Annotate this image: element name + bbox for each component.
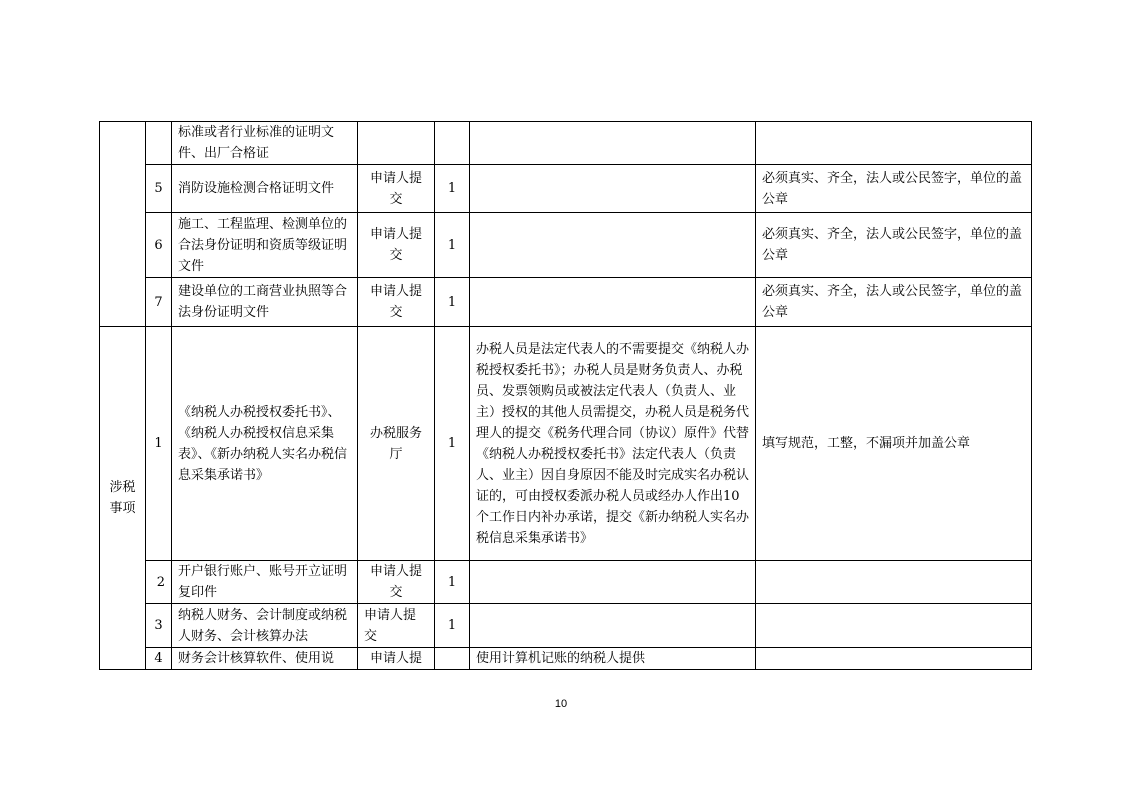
category-cell-continued — [100, 122, 146, 327]
table-row — [100, 327, 1032, 561]
material-source — [358, 122, 435, 165]
row-number: 2 — [146, 561, 172, 604]
material-count — [435, 648, 470, 670]
table-row — [100, 122, 1032, 165]
material-name: 标准或者行业标准的证明文件、出厂合格证 — [172, 122, 358, 165]
material-requirement: 必须真实、齐全，法人或公民签字，单位的盖公章 — [756, 165, 1032, 213]
row-number: 5 — [146, 165, 172, 213]
material-requirement: 必须真实、齐全，法人或公民签字，单位的盖公章 — [756, 278, 1032, 327]
material-requirement — [756, 122, 1032, 165]
material-note: 办税人员是法定代表人的不需要提交《纳税人办税授权委托书》；办税人员是财务负责人、办税员、发票领购员或被法定代表人（负责人、业主）授权的其他人员需提交，办税人员是税务代理人的提交《税务代理合同（协议）原件》代替《纳税人办税授权委托书》法定代表人（负责人、业主）因自身原因不能及时完成实名办税认证的，可由授权委派办税人员或经办人作出10个工作日内补办承诺，提交《新办纳税人实名办税信息采集承诺书》 — [470, 327, 756, 561]
material-count — [435, 122, 470, 165]
material-note — [470, 165, 756, 213]
material-requirement — [756, 604, 1032, 648]
material-requirement: 必须真实、齐全，法人或公民签字，单位的盖公章 — [756, 213, 1032, 278]
material-count: 1 — [435, 327, 470, 561]
row-number: 1 — [146, 327, 172, 561]
table-row — [100, 278, 1032, 327]
table-row — [100, 213, 1032, 278]
material-source: 申请人提交 — [358, 278, 435, 327]
row-number — [146, 122, 172, 165]
material-note — [470, 561, 756, 604]
material-requirement — [756, 561, 1032, 604]
row-number: 3 — [146, 604, 172, 648]
material-count: 1 — [435, 278, 470, 327]
material-name: 消防设施检测合格证明文件 — [172, 165, 358, 213]
material-name: 纳税人财务、会计制度或纳税人财务、会计核算办法 — [172, 604, 358, 648]
table-row — [100, 648, 1032, 670]
category-tax-matters: 涉税事项 — [100, 327, 146, 670]
material-name: 开户银行账户、账号开立证明复印件 — [172, 561, 358, 604]
material-note — [470, 278, 756, 327]
material-note — [470, 122, 756, 165]
material-source: 申请人提交 — [358, 165, 435, 213]
material-requirement — [756, 648, 1032, 670]
row-number: 6 — [146, 213, 172, 278]
material-name: 建设单位的工商营业执照等合法身份证明文件 — [172, 278, 358, 327]
material-note: 使用计算机记账的纳税人提供 — [470, 648, 756, 670]
material-count: 1 — [435, 165, 470, 213]
table-row — [100, 561, 1032, 604]
row-number: 7 — [146, 278, 172, 327]
material-count: 1 — [435, 561, 470, 604]
material-source: 申请人提交 — [358, 213, 435, 278]
page-number: 10 — [554, 698, 568, 710]
material-note — [470, 213, 756, 278]
material-note — [470, 604, 756, 648]
row-number: 4 — [146, 648, 172, 670]
material-name: 《纳税人办税授权委托书》、《纳税人办税授权信息采集表》、《新办纳税人实名办税信息采集承诺书》 — [172, 327, 358, 561]
table-row — [100, 165, 1032, 213]
material-name: 施工、工程监理、检测单位的合法身份证明和资质等级证明文件 — [172, 213, 358, 278]
material-source: 申请人提 — [358, 648, 435, 670]
material-count: 1 — [435, 213, 470, 278]
material-count: 1 — [435, 604, 470, 648]
material-requirement: 填写规范，工整，不漏项并加盖公章 — [756, 327, 1032, 561]
material-source: 申请人提交 — [358, 604, 435, 648]
material-source: 办税服务厅 — [358, 327, 435, 561]
materials-table — [99, 121, 1032, 670]
material-source: 申请人提交 — [358, 561, 435, 604]
table-row — [100, 604, 1032, 648]
material-name: 财务会计核算软件、使用说 — [172, 648, 358, 670]
